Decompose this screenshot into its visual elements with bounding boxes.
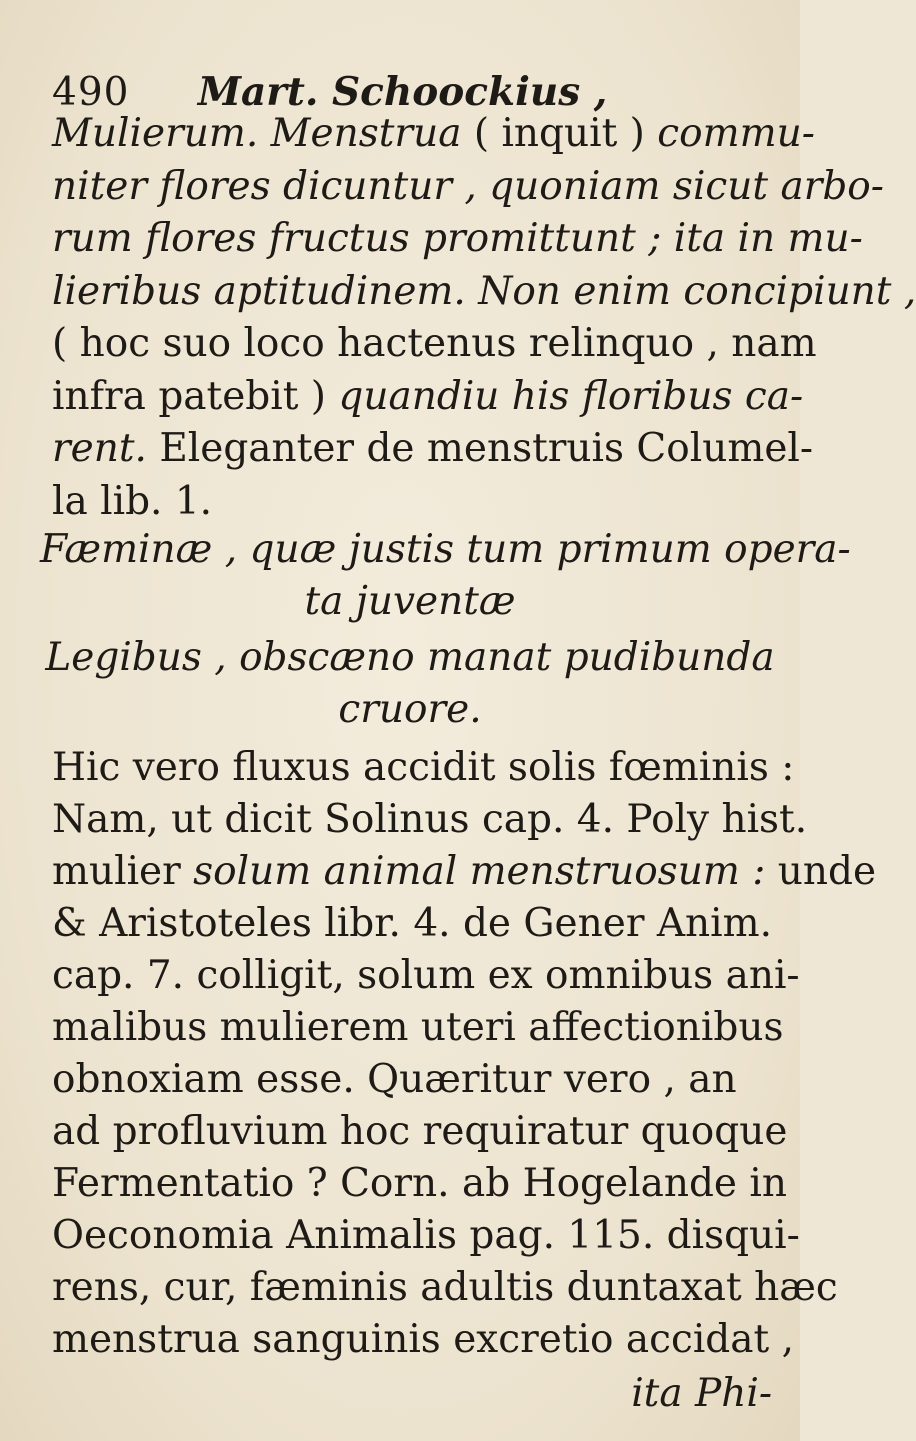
text-line [52,1158,787,1210]
catchword: ita Phi- [631,1371,772,1416]
text-line [52,742,795,794]
text-run: obnoxiam esse. Quæritur vero , an [52,1057,737,1102]
text-run: & Aristoteles libr. 4. de Gener Anim. [52,901,772,946]
text-run: rum flores fructus promittunt ; ita in mu- [52,216,863,261]
text-line [52,1054,772,1106]
verse-line: cruore. [338,687,482,732]
text-run: cap. 7. colligit, solum ex omnibus ani- [52,953,800,998]
text-line [52,794,808,846]
text-run: Hic vero fluxus accidit solis fœminis : [52,745,795,790]
text-run: Nam, ut dicit Solinus cap. 4. Poly hist. [52,797,808,842]
text-line [52,898,772,950]
text-line [52,1262,838,1314]
text-line [52,1106,788,1158]
text-line [52,161,884,213]
verse-line: Fæminæ , quæ justis tum primum opera- [40,527,851,572]
text-run: ad profluvium hoc requiratur quoque [52,1109,788,1154]
text-run: ( inquit ) [461,111,658,156]
text-run: lieribus aptitudinem. Non enim concipiunt , [52,268,916,314]
text-run: Mulierum. Menstrua [52,111,462,156]
text-run: rens, cur, fæminis adultis duntaxat hæc [52,1265,838,1310]
text-line [52,846,877,898]
text-line [52,1314,794,1366]
text-run: menstrua sanguinis excretio accidat , [52,1317,794,1362]
text-run: niter flores dicuntur , quoniam sicut arbo- [52,163,884,209]
text-run: Oeconomia Animalis pag. 115. disqui- [52,1213,800,1258]
text-line [52,423,814,475]
page-number: 490 [52,70,130,115]
text-run: Eleganter de menstruis Columel- [146,426,814,471]
text-run: solum animal menstruosum : [193,849,766,894]
text-run: la lib. 1. [52,478,213,524]
text-line [52,476,772,528]
text-line [52,213,863,265]
text-run: mulier [52,849,194,894]
text-line [52,108,815,160]
verse-line: ta juventæ [304,579,516,624]
text-run: Fermentatio ? Corn. ab Hogelande in [52,1161,787,1206]
text-line [52,1002,784,1054]
text-line [52,318,817,370]
text-line [52,1210,800,1262]
text-run: unde [765,849,877,894]
text-run: malibus mulierem uteri affectionibus [52,1005,784,1050]
running-title: Mart. Schoockius , [197,69,608,115]
text-run: infra patebit ) [52,373,339,419]
text-run: rent. [52,426,147,471]
text-run: commu- [657,111,815,156]
text-line [52,371,804,423]
verse-line: Legibus , obscæno manat pudibunda [45,635,775,680]
text-line [52,266,916,318]
text-run: ( hoc suo loco hactenus relinquo , nam [52,321,817,366]
text-line [52,950,800,1002]
text-run: quandiu his floribus ca- [338,373,804,419]
